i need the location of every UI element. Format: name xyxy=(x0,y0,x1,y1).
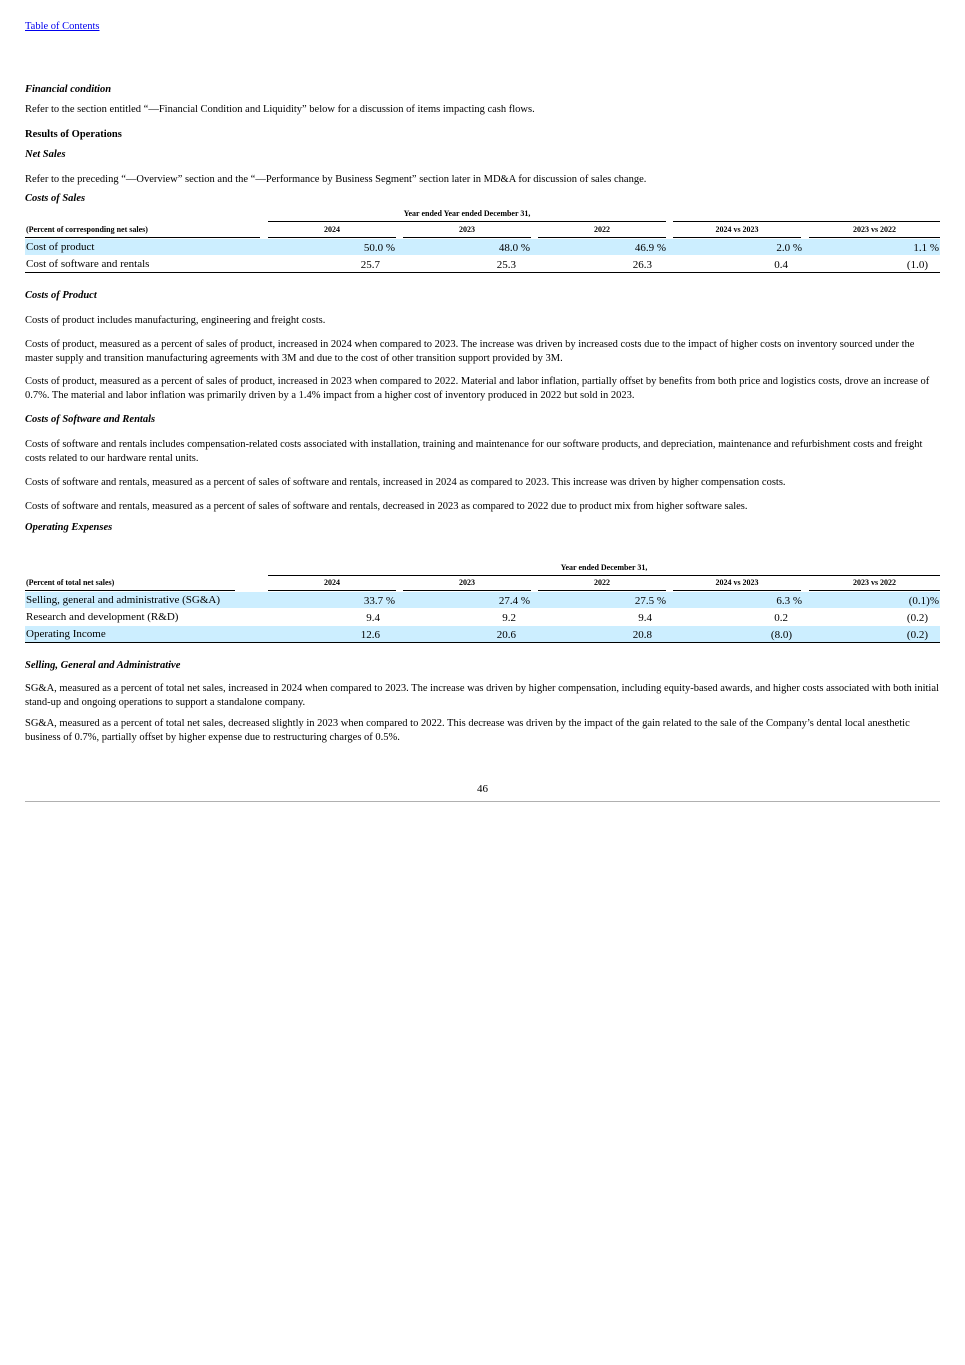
cell-value: (0.1)% xyxy=(908,595,939,607)
cell-value: 27.5 % xyxy=(634,595,666,607)
financial-condition-heading: Financial condition xyxy=(25,84,112,95)
financial-condition-text: Refer to the section entitled “—Financial Condition and Liquidity” below for a discussion of items impacting cash flows. xyxy=(25,104,535,115)
column-header: 2023 vs 2022 xyxy=(852,578,897,587)
row-label: Research and development (R&D) xyxy=(26,611,179,623)
cell-value: 9.2 xyxy=(502,612,516,624)
cell-value: 33.7 % xyxy=(363,595,395,607)
costs-of-software-paragraph-3: Costs of software and rentals, measured as a percent of sales of software and rentals, decreased in 2023 as compared to 2022 due to product mix from higher software sales. xyxy=(25,501,748,512)
cell-value: 20.6 xyxy=(496,629,516,641)
costs-of-product-paragraph-3: Costs of product, measured as a percent of sales of product, increased in 2023 when compared to 2022. Material and labor inflation, partially offset by benefits from both price and logistics costs, drove an increase of 0.7%. The material and labor inflation was primarily driven by a 1.4% impact from a higher cost of inventory produced in 2022 but sold in 2023. xyxy=(25,376,930,401)
cell-value: (0.2) xyxy=(906,612,928,624)
cell-value: 46.9 % xyxy=(634,242,666,254)
page-number: 46 xyxy=(477,783,488,795)
cell-value: 0.2 xyxy=(774,612,788,624)
costs-of-software-heading: Costs of Software and Rentals xyxy=(25,414,156,425)
sga-paragraph-2: SG&A, measured as a percent of total net sales, decreased slightly in 2023 when compared to 2022. This decrease was driven by the impact of the gain related to the sale of the Company’s dental local anesthetic business of 0.7%, partially offset by higher expense due to restructuring charges of 0.5%. xyxy=(25,718,910,743)
row-label: Operating Income xyxy=(26,628,106,640)
cell-value: 9.4 xyxy=(366,612,380,624)
table-label-header: (Percent of corresponding net sales) xyxy=(26,225,148,234)
costs-of-sales-heading: Costs of Sales xyxy=(25,193,86,204)
column-header: 2024 vs 2023 xyxy=(715,578,759,587)
table-row xyxy=(25,256,940,272)
table-label-header: (Percent of total net sales) xyxy=(26,578,115,587)
net-sales-text: Refer to the preceding “—Overview” section and the “—Performance by Business Segment” section later in MD&A for discussion of sales change. xyxy=(25,174,647,185)
cell-value: 27.4 % xyxy=(498,595,530,607)
cell-value: (1.0) xyxy=(906,259,928,271)
table-row xyxy=(25,239,940,255)
table-row xyxy=(25,592,940,608)
row-label: Cost of product xyxy=(26,241,95,253)
cell-value: 26.3 xyxy=(632,259,652,271)
column-header: 2023 xyxy=(459,578,475,587)
costs-of-product-paragraph-1: Costs of product includes manufacturing, engineering and freight costs. xyxy=(25,315,326,326)
cell-value: 12.6 xyxy=(360,629,380,641)
sga-heading: Selling, General and Administrative xyxy=(25,660,181,671)
table-row xyxy=(25,609,940,625)
cell-value: 48.0 % xyxy=(498,242,530,254)
cell-value: 0.4 xyxy=(774,259,788,271)
cell-value: 6.3 % xyxy=(776,595,802,607)
row-label: Cost of software and rentals xyxy=(26,258,150,270)
results-of-operations-heading: Results of Operations xyxy=(25,129,122,140)
cell-value: 50.0 % xyxy=(363,242,395,254)
column-header: 2023 vs 2022 xyxy=(852,225,897,234)
column-header: 2024 xyxy=(324,225,340,234)
costs-of-software-paragraph-1: Costs of software and rentals includes compensation-related costs associated with installation, training and maintenance for our software products, and depreciation, maintenance and refurbishment costs and freight costs related to our hardware rental units. xyxy=(25,439,923,464)
costs-of-software-paragraph-2: Costs of software and rentals, measured as a percent of sales of software and rentals, increased in 2024 as compared to 2023. This increase was driven by higher compensation costs. xyxy=(25,477,786,488)
cell-value: 1.1 % xyxy=(913,242,939,254)
net-sales-heading: Net Sales xyxy=(25,149,66,160)
table-span-header: Year ended Year ended December 31, xyxy=(403,209,531,218)
column-header: 2023 xyxy=(459,225,475,234)
column-header: 2022 xyxy=(594,225,610,234)
footer-divider xyxy=(25,801,940,802)
row-label: Selling, general and administrative (SG&A) xyxy=(26,594,220,606)
cell-value: (8.0) xyxy=(770,629,792,641)
operating-expenses-heading: Operating Expenses xyxy=(25,522,113,533)
table-row xyxy=(25,626,940,642)
table-of-contents-link[interactable]: Table of Contents xyxy=(25,21,100,32)
cell-value: 25.7 xyxy=(360,259,380,271)
column-header: 2022 xyxy=(594,578,610,587)
column-header: 2024 xyxy=(324,578,340,587)
cell-value: 25.3 xyxy=(496,259,516,271)
column-header: 2024 vs 2023 xyxy=(715,225,759,234)
cell-value: (0.2) xyxy=(906,629,928,641)
costs-of-product-heading: Costs of Product xyxy=(25,290,97,301)
table-span-header: Year ended December 31, xyxy=(560,563,648,572)
cell-value: 9.4 xyxy=(638,612,652,624)
costs-of-product-paragraph-2: Costs of product, measured as a percent of sales of product, increased in 2024 when compared to 2023. The increase was driven by increased costs due to the impact of higher costs on inventory sourced under the master supply and transition manufacturing agreements with 3M and due to the cost of other transition support provided by 3M. xyxy=(25,339,915,364)
cell-value: 20.8 xyxy=(632,629,652,641)
cell-value: 2.0 % xyxy=(776,242,802,254)
sga-paragraph-1: SG&A, measured as a percent of total net sales, increased in 2024 when compared to 2023. The increase was driven by higher compensation, including equity-based awards, and higher costs associated with both initial stand-up and ongoing operations to support a standalone company. xyxy=(25,683,939,708)
